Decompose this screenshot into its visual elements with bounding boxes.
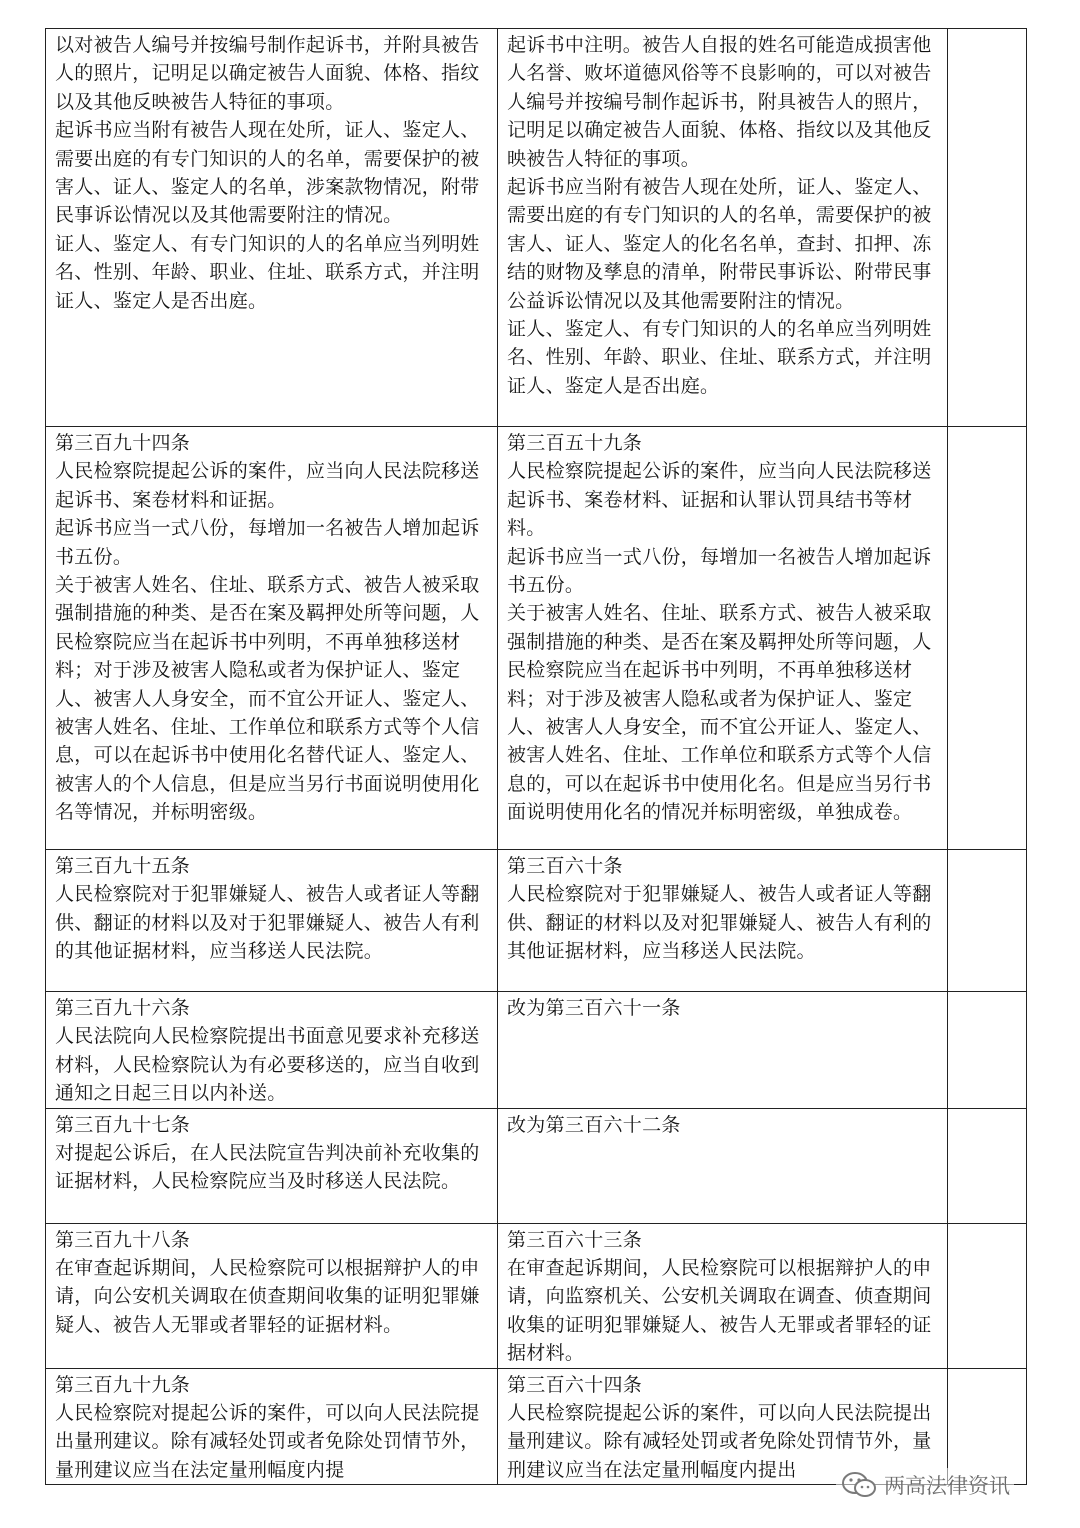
- article-paragraph: 人民检察院对于犯罪嫌疑人、被告人或者证人等翻供、翻证的材料以及对于犯罪嫌疑人、被告人有利的其他证据材料，应当移送人民法院。: [55, 883, 480, 963]
- old-article-cell: [46, 1223, 498, 1368]
- note-cell: [948, 29, 1027, 427]
- watermark: [836, 1468, 1014, 1502]
- article-paragraph: 改为第三百六十一条: [507, 997, 681, 1019]
- article-number: 第三百六十四条: [507, 1373, 643, 1396]
- table-row: [46, 1223, 1027, 1368]
- table-row: [46, 29, 1027, 427]
- watermark-text: 两高法律资讯: [884, 1474, 1010, 1498]
- old-article-cell: [46, 427, 498, 850]
- old-article-cell: [46, 850, 498, 992]
- article-number: 第三百五十九条: [507, 432, 643, 454]
- new-article-cell: [498, 992, 948, 1109]
- article-paragraph: 人民法院向人民检察院提出书面意见要求补充移送材料，人民检察院认为有必要移送的，应当自收到通知之日起三日以内补送。: [55, 1025, 480, 1105]
- old-article-cell: [46, 992, 498, 1109]
- article-paragraph: 人民检察院对提起公诉的案件，可以向人民法院提出量刑建议。除有减轻处罚或者免除处罚情节外，量刑建议应当在法定量刑幅度内提: [55, 1402, 480, 1481]
- new-article-cell: [498, 29, 948, 427]
- old-article-cell: [46, 1368, 498, 1485]
- table-row: [46, 992, 1027, 1109]
- old-article-cell: [46, 29, 498, 427]
- article-number: 第三百九十九条: [55, 1373, 191, 1396]
- note-cell: [948, 992, 1027, 1109]
- article-paragraph: 在审查起诉期间，人民检察院可以根据辩护人的申请，向监察机关、公安机关调取在调查、侦查期间收集的证明犯罪嫌疑人、被告人无罪或者罪轻的证据材料。: [507, 1257, 932, 1365]
- article-number: 第三百九十七条: [55, 1113, 191, 1136]
- new-article-cell: [498, 850, 948, 992]
- article-paragraph: 人民检察院提起公诉的案件，应当向人民法院移送起诉书、案卷材料、证据和认罪认罚具结书等材料。: [507, 460, 932, 540]
- article-paragraph: 起诉书应当附有被告人现在处所，证人、鉴定人、需要出庭的有专门知识的人的名单，需要保护的被害人、证人、鉴定人的名单，涉案款物情况，附带民事诉讼情况以及其他需要附注的情况。: [55, 119, 480, 227]
- article-paragraph: 在审查起诉期间，人民检察院可以根据辩护人的申请，向公安机关调取在侦查期间收集的证明犯罪嫌疑人、被告人无罪或者罪轻的证据材料。: [55, 1257, 480, 1336]
- article-paragraph: 关于被害人姓名、住址、联系方式、被告人被采取强制措施的种类、是否在案及羁押处所等问题，人民检察院应当在起诉书中列明，不再单独移送材料；对于涉及被害人隐私或者为保护证人、鉴定人、被害人人身安全，而不宜公开证人、鉴定人、被害人姓名、住址、工作单位和联系方式等个人信息，可以在起诉书中使用化名替代证人、鉴定人、被害人的个人信息，但是应当另行书面说明使用化名等情况，并标明密级。: [55, 574, 480, 824]
- article-paragraph: 证人、鉴定人、有专门知识的人的名单应当列明姓名、性别、年龄、职业、住址、联系方式，并注明证人、鉴定人是否出庭。: [55, 232, 480, 312]
- new-article-cell: [498, 1108, 948, 1223]
- new-article-cell: [498, 1223, 948, 1368]
- table-row: [46, 850, 1027, 992]
- article-number: 第三百六十三条: [507, 1228, 643, 1251]
- article-paragraph: 改为第三百六十二条: [507, 1113, 681, 1136]
- article-paragraph: 证人、鉴定人、有专门知识的人的名单应当列明姓名、性别、年龄、职业、住址、联系方式，并注明证人、鉴定人是否出庭。: [507, 318, 932, 397]
- article-number: 第三百九十五条: [55, 855, 191, 877]
- article-number: 第三百六十条: [507, 855, 623, 877]
- article-paragraph: 起诉书应当附有被告人现在处所，证人、鉴定人、需要出庭的有专门知识的人的名单，需要保护的被害人、证人、鉴定人的化名名单，查封、扣押、冻结的财物及孳息的清单，附带民事诉讼、附带民事公益诉讼情况以及其他需要附注的情况。: [507, 176, 932, 312]
- article-paragraph: 人民检察院提起公诉的案件，可以向人民法院提出量刑建议。除有减轻处罚或者免除处罚情节外，量刑建议应当在法定量刑幅度内提出: [507, 1402, 932, 1481]
- article-number: 第三百九十六条: [55, 997, 191, 1019]
- old-article-cell: [46, 1108, 498, 1223]
- article-paragraph: 以对被告人编号并按编号制作起诉书，并附具被告人的照片，记明足以确定被告人面貌、体格、指纹以及其他反映被告人特征的事项。: [55, 34, 480, 113]
- article-paragraph: 起诉书应当一式八份，每增加一名被告人增加起诉书五份。: [507, 545, 932, 597]
- article-number: 第三百九十八条: [55, 1228, 191, 1251]
- article-paragraph: 关于被害人姓名、住址、联系方式、被告人被采取强制措施的种类、是否在案及羁押处所等问题，人民检察院应当在起诉书中列明，不再单独移送材料；对于涉及被害人隐私或者为保护证人、鉴定人、被害人人身安全，而不宜公开证人、鉴定人、被害人姓名、住址、工作单位和联系方式等个人信息的，可以在起诉书中使用化名。但是应当另行书面说明使用化名的情况并标明密级，单独成卷。: [507, 602, 932, 824]
- note-cell: [948, 1108, 1027, 1223]
- article-paragraph: 人民检察院对于犯罪嫌疑人、被告人或者证人等翻供、翻证的材料以及对犯罪嫌疑人、被告人有利的其他证据材料，应当移送人民法院。: [507, 883, 932, 963]
- table-row: [46, 1108, 1027, 1223]
- wechat-icon: [840, 1470, 878, 1500]
- note-cell: [948, 1223, 1027, 1368]
- comparison-table: [45, 28, 1027, 1485]
- note-cell: [948, 427, 1027, 850]
- article-paragraph: 人民检察院提起公诉的案件，应当向人民法院移送起诉书、案卷材料和证据。: [55, 460, 480, 511]
- article-paragraph: 起诉书中注明。被告人自报的姓名可能造成损害他人名誉、败坏道德风俗等不良影响的，可以对被告人编号并按编号制作起诉书，附具被告人的照片，记明足以确定被告人面貌、体格、指纹以及其他反映被告人特征的事项。: [507, 34, 932, 170]
- article-number: 第三百九十四条: [55, 432, 191, 454]
- note-cell: [948, 850, 1027, 992]
- table-row: [46, 427, 1027, 850]
- article-paragraph: 起诉书应当一式八份，每增加一名被告人增加起诉书五份。: [55, 517, 480, 568]
- article-paragraph: 对提起公诉后，在人民法院宣告判决前补充收集的证据材料，人民检察院应当及时移送人民法院。: [55, 1142, 480, 1193]
- new-article-cell: [498, 427, 948, 850]
